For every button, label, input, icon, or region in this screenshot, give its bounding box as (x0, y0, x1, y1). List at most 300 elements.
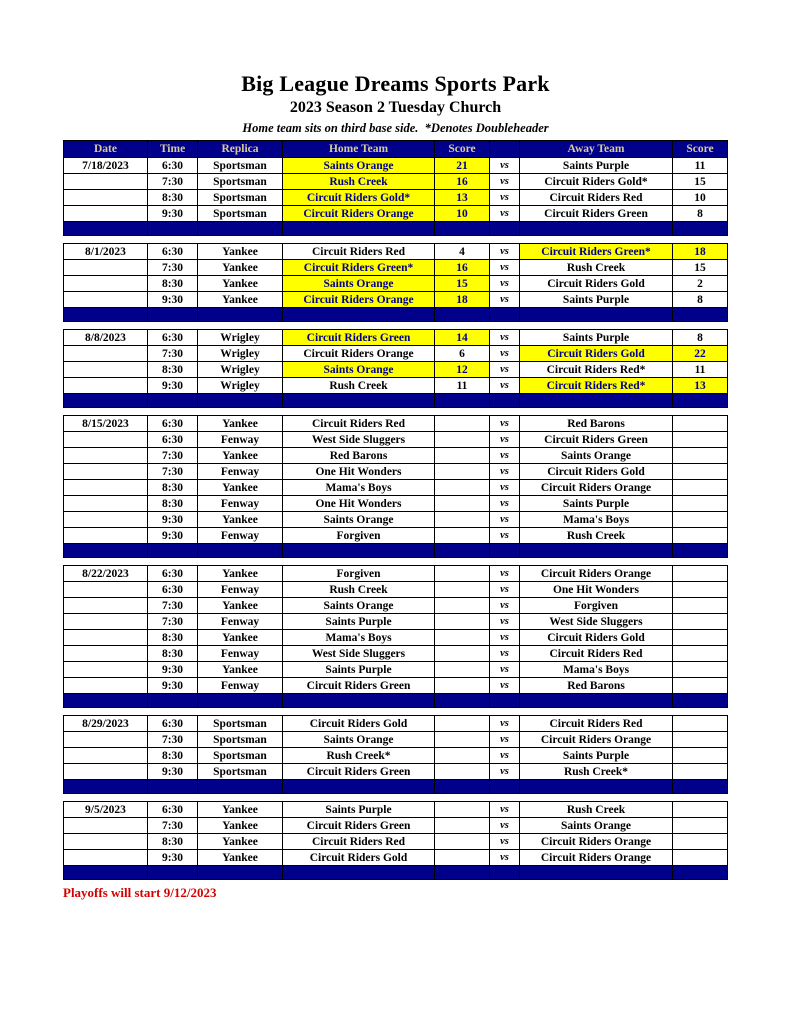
game-row (64, 817, 727, 833)
replica-cell: Sportsman (197, 732, 282, 747)
replica-cell: Fenway (197, 464, 282, 479)
time-cell: 9:30 (147, 528, 197, 543)
separator-cell (147, 308, 197, 321)
away-team-cell: Rush Creek (519, 528, 672, 543)
vs-cell: vs (489, 678, 519, 693)
replica-cell: Yankee (197, 480, 282, 495)
vs-cell: vs (489, 416, 519, 431)
away-score-cell (672, 662, 727, 677)
home-score-cell (434, 802, 489, 817)
replica-cell: Yankee (197, 662, 282, 677)
separator-cell (489, 694, 519, 707)
separator-cell (672, 780, 727, 793)
separator-cell (434, 780, 489, 793)
date-cell: 8/15/2023 (82, 417, 129, 430)
game-row (64, 645, 727, 661)
date-cell (64, 260, 147, 275)
home-score-cell: 16 (434, 260, 489, 275)
home-score-cell (434, 448, 489, 463)
away-score-cell (672, 850, 727, 865)
time-cell: 8:30 (147, 748, 197, 763)
away-team-cell: Circuit Riders Gold (519, 276, 672, 291)
date-block-8-1-2023 (63, 243, 728, 322)
game-row (64, 361, 727, 377)
game-row (64, 431, 727, 447)
home-score-cell (434, 528, 489, 543)
block-gap (63, 794, 728, 801)
separator-cell (672, 394, 727, 407)
separator-cell (519, 694, 672, 707)
time-cell: 9:30 (147, 512, 197, 527)
replica-cell: Yankee (197, 630, 282, 645)
separator-cell (434, 694, 489, 707)
game-row (64, 849, 727, 865)
away-score-cell (672, 448, 727, 463)
away-score-cell (672, 432, 727, 447)
vs-cell: vs (489, 566, 519, 581)
date-cell: 7/18/2023 (82, 159, 129, 172)
away-team-cell: Circuit Riders Orange (519, 480, 672, 495)
away-team-cell: Forgiven (519, 598, 672, 613)
vs-cell: vs (489, 432, 519, 447)
date-cell (64, 190, 147, 205)
time-cell: 8:30 (147, 276, 197, 291)
game-row (64, 157, 727, 173)
vs-cell: vs (489, 732, 519, 747)
separator-row (64, 221, 727, 235)
vs-cell: vs (489, 582, 519, 597)
game-row (64, 597, 727, 613)
away-score-cell (672, 630, 727, 645)
replica-cell: Sportsman (197, 764, 282, 779)
separator-cell (489, 866, 519, 879)
home-team-cell: West Side Sluggers (282, 432, 434, 447)
time-cell: 8:30 (147, 190, 197, 205)
home-team-cell: Red Barons (282, 448, 434, 463)
block-gap (63, 322, 728, 329)
separator-row (64, 779, 727, 793)
vs-cell: vs (489, 158, 519, 173)
away-score-cell (672, 732, 727, 747)
vs-cell: vs (489, 480, 519, 495)
header-replica-cell: Replica (197, 141, 282, 157)
home-score-cell (434, 480, 489, 495)
replica-cell: Sportsman (197, 174, 282, 189)
away-score-cell: 22 (672, 346, 727, 361)
home-team-cell: Saints Purple (282, 802, 434, 817)
home-score-cell: 4 (434, 244, 489, 259)
game-row (64, 205, 727, 221)
time-cell: 6:30 (147, 716, 197, 731)
vs-cell: vs (489, 276, 519, 291)
vs-cell: vs (489, 206, 519, 221)
vs-cell: vs (489, 244, 519, 259)
home-team-cell: West Side Sluggers (282, 646, 434, 661)
time-cell: 6:30 (147, 330, 197, 345)
game-row (64, 345, 727, 361)
away-team-cell: Circuit Riders Orange (519, 850, 672, 865)
home-team-cell: Mama's Boys (282, 630, 434, 645)
home-team-cell: Circuit Riders Gold (282, 716, 434, 731)
separator-cell (434, 394, 489, 407)
replica-cell: Yankee (197, 818, 282, 833)
separator-row (64, 393, 727, 407)
home-score-cell: 16 (434, 174, 489, 189)
separator-cell (64, 780, 147, 793)
home-team-cell: Rush Creek* (282, 748, 434, 763)
away-score-cell (672, 818, 727, 833)
time-cell: 9:30 (147, 850, 197, 865)
date-block-8-15-2023 (63, 415, 728, 558)
header-row (64, 141, 727, 157)
separator-cell (519, 780, 672, 793)
home-score-cell (434, 464, 489, 479)
away-score-cell (672, 802, 727, 817)
separator-cell (672, 222, 727, 235)
replica-cell: Sportsman (197, 748, 282, 763)
home-team-cell: Forgiven (282, 528, 434, 543)
time-cell: 7:30 (147, 448, 197, 463)
time-cell: 6:30 (147, 416, 197, 431)
header-vs-cell (489, 141, 519, 157)
time-cell: 9:30 (147, 764, 197, 779)
home-team-cell: Circuit Riders Red (282, 834, 434, 849)
home-score-cell (434, 566, 489, 581)
separator-cell (282, 780, 434, 793)
replica-cell: Sportsman (197, 716, 282, 731)
game-row (64, 716, 727, 731)
date-block-9-5-2023 (63, 801, 728, 880)
away-score-cell: 8 (672, 292, 727, 307)
date-cell (64, 614, 147, 629)
time-cell: 6:30 (147, 432, 197, 447)
separator-cell (197, 222, 282, 235)
separator-cell (519, 544, 672, 557)
vs-cell: vs (489, 646, 519, 661)
away-score-cell (672, 678, 727, 693)
header-away-team-cell: Away Team (519, 141, 672, 157)
home-score-cell: 6 (434, 346, 489, 361)
game-row (64, 613, 727, 629)
playoffs-note: Playoffs will start 9/12/2023 (63, 885, 217, 900)
away-score-cell (672, 598, 727, 613)
date-cell (64, 598, 147, 613)
separator-cell (147, 780, 197, 793)
replica-cell: Fenway (197, 582, 282, 597)
away-team-cell: One Hit Wonders (519, 582, 672, 597)
home-score-cell (434, 496, 489, 511)
date-cell (64, 378, 147, 393)
replica-cell: Wrigley (197, 362, 282, 377)
replica-cell: Yankee (197, 512, 282, 527)
replica-cell: Yankee (197, 834, 282, 849)
game-row (64, 511, 727, 527)
separator-cell (147, 394, 197, 407)
date-cell (64, 276, 147, 291)
date-block-8-22-2023 (63, 565, 728, 708)
separator-row (64, 543, 727, 557)
home-score-cell (434, 416, 489, 431)
date-cell (64, 512, 147, 527)
replica-cell: Yankee (197, 802, 282, 817)
away-team-cell: Circuit Riders Gold (519, 464, 672, 479)
header-date-cell: Date (64, 141, 147, 157)
away-score-cell: 2 (672, 276, 727, 291)
date-cell: 9/5/2023 (85, 803, 126, 816)
time-cell: 9:30 (147, 662, 197, 677)
home-team-cell: One Hit Wonders (282, 496, 434, 511)
time-cell: 7:30 (147, 732, 197, 747)
time-cell: 6:30 (147, 582, 197, 597)
date-cell (64, 748, 147, 763)
replica-cell: Fenway (197, 678, 282, 693)
separator-cell (282, 222, 434, 235)
away-score-cell: 8 (672, 206, 727, 221)
separator-cell (282, 308, 434, 321)
separator-cell (489, 394, 519, 407)
separator-cell (672, 694, 727, 707)
home-score-cell (434, 662, 489, 677)
away-team-cell: Circuit Riders Gold (519, 630, 672, 645)
time-cell: 7:30 (147, 346, 197, 361)
home-team-cell: Circuit Riders Green (282, 818, 434, 833)
time-cell: 9:30 (147, 678, 197, 693)
replica-cell: Yankee (197, 244, 282, 259)
home-score-cell (434, 834, 489, 849)
time-cell: 6:30 (147, 158, 197, 173)
away-score-cell: 15 (672, 174, 727, 189)
block-gap (63, 408, 728, 415)
home-score-cell (434, 818, 489, 833)
home-score-cell: 11 (434, 378, 489, 393)
vs-cell: vs (489, 464, 519, 479)
separator-cell (64, 394, 147, 407)
away-score-cell (672, 582, 727, 597)
separator-cell (489, 780, 519, 793)
separator-cell (434, 866, 489, 879)
game-row (64, 275, 727, 291)
date-cell: 8/1/2023 (85, 245, 126, 258)
game-row (64, 416, 727, 431)
home-team-cell: Circuit Riders Green (282, 678, 434, 693)
block-gap (63, 236, 728, 243)
separator-cell (282, 866, 434, 879)
vs-cell: vs (489, 496, 519, 511)
time-cell: 7:30 (147, 598, 197, 613)
away-score-cell (672, 496, 727, 511)
separator-cell (197, 694, 282, 707)
away-team-cell: Rush Creek (519, 260, 672, 275)
date-cell (64, 292, 147, 307)
separator-row (64, 865, 727, 879)
home-team-cell: Circuit Riders Red (282, 416, 434, 431)
date-cell (64, 818, 147, 833)
replica-cell: Sportsman (197, 158, 282, 173)
separator-cell (147, 694, 197, 707)
date-cell (64, 732, 147, 747)
time-cell: 7:30 (147, 174, 197, 189)
time-cell: 8:30 (147, 480, 197, 495)
home-score-cell (434, 598, 489, 613)
game-row (64, 747, 727, 763)
replica-cell: Wrigley (197, 330, 282, 345)
away-score-cell (672, 512, 727, 527)
vs-cell: vs (489, 362, 519, 377)
vs-cell: vs (489, 834, 519, 849)
separator-cell (519, 308, 672, 321)
home-score-cell: 18 (434, 292, 489, 307)
replica-cell: Yankee (197, 566, 282, 581)
vs-cell: vs (489, 850, 519, 865)
home-team-cell: Circuit Riders Red (282, 244, 434, 259)
time-cell: 9:30 (147, 292, 197, 307)
vs-cell: vs (489, 614, 519, 629)
replica-cell: Fenway (197, 432, 282, 447)
away-team-cell: Circuit Riders Red* (519, 378, 672, 393)
home-score-cell (434, 850, 489, 865)
game-row (64, 495, 727, 511)
away-team-cell: Saints Purple (519, 748, 672, 763)
separator-cell (197, 780, 282, 793)
away-score-cell (672, 748, 727, 763)
home-team-cell: Saints Orange (282, 732, 434, 747)
home-team-cell: Rush Creek (282, 174, 434, 189)
game-row (64, 377, 727, 393)
away-team-cell: Rush Creek* (519, 764, 672, 779)
away-score-cell (672, 834, 727, 849)
separator-cell (64, 544, 147, 557)
home-score-cell (434, 732, 489, 747)
separator-cell (64, 308, 147, 321)
away-score-cell (672, 566, 727, 581)
home-team-cell: Circuit Riders Green (282, 764, 434, 779)
away-score-cell (672, 646, 727, 661)
away-score-cell (672, 416, 727, 431)
separator-cell (434, 544, 489, 557)
block-gap (63, 708, 728, 715)
time-cell: 9:30 (147, 206, 197, 221)
away-team-cell: West Side Sluggers (519, 614, 672, 629)
game-row (64, 566, 727, 581)
vs-cell: vs (489, 598, 519, 613)
time-cell: 8:30 (147, 834, 197, 849)
vs-cell: vs (489, 716, 519, 731)
home-score-cell: 10 (434, 206, 489, 221)
vs-cell: vs (489, 378, 519, 393)
date-cell (64, 174, 147, 189)
time-cell: 8:30 (147, 630, 197, 645)
vs-cell: vs (489, 630, 519, 645)
time-cell: 6:30 (147, 566, 197, 581)
home-score-cell (434, 614, 489, 629)
home-team-cell: Saints Purple (282, 662, 434, 677)
replica-cell: Yankee (197, 292, 282, 307)
game-row (64, 833, 727, 849)
away-score-cell (672, 764, 727, 779)
time-cell: 7:30 (147, 464, 197, 479)
game-row (64, 291, 727, 307)
time-cell: 7:30 (147, 818, 197, 833)
replica-cell: Fenway (197, 646, 282, 661)
replica-cell: Yankee (197, 448, 282, 463)
time-cell: 8:30 (147, 646, 197, 661)
date-cell (64, 480, 147, 495)
replica-cell: Fenway (197, 614, 282, 629)
separator-cell (519, 222, 672, 235)
home-score-cell (434, 646, 489, 661)
away-score-cell (672, 716, 727, 731)
game-row (64, 581, 727, 597)
away-team-cell: Saints Orange (519, 818, 672, 833)
game-row (64, 173, 727, 189)
away-score-cell: 18 (672, 244, 727, 259)
vs-cell: vs (489, 802, 519, 817)
away-team-cell: Red Barons (519, 416, 672, 431)
separator-cell (672, 544, 727, 557)
replica-cell: Yankee (197, 276, 282, 291)
home-team-cell: Rush Creek (282, 378, 434, 393)
away-team-cell: Circuit Riders Orange (519, 732, 672, 747)
home-score-cell (434, 716, 489, 731)
vs-cell: vs (489, 818, 519, 833)
replica-cell: Sportsman (197, 206, 282, 221)
separator-cell (64, 694, 147, 707)
away-score-cell (672, 480, 727, 495)
home-score-cell: 12 (434, 362, 489, 377)
home-team-cell: Mama's Boys (282, 480, 434, 495)
time-cell: 9:30 (147, 378, 197, 393)
game-row (64, 731, 727, 747)
vs-cell: vs (489, 346, 519, 361)
game-row (64, 661, 727, 677)
separator-cell (197, 544, 282, 557)
away-score-cell: 8 (672, 330, 727, 345)
separator-cell (197, 866, 282, 879)
home-team-cell: Circuit Riders Green* (282, 260, 434, 275)
away-score-cell: 11 (672, 158, 727, 173)
header-home-score-cell: Score (434, 141, 489, 157)
separator-cell (282, 394, 434, 407)
home-team-note: Home team sits on third base side. *Denotes Doubleheader (242, 121, 549, 135)
time-cell: 7:30 (147, 260, 197, 275)
date-cell (64, 362, 147, 377)
home-score-cell (434, 432, 489, 447)
vs-cell: vs (489, 748, 519, 763)
game-row (64, 677, 727, 693)
header-home-team-cell: Home Team (282, 141, 434, 157)
home-score-cell (434, 748, 489, 763)
away-score-cell: 13 (672, 378, 727, 393)
home-team-cell: Circuit Riders Orange (282, 346, 434, 361)
vs-cell: vs (489, 292, 519, 307)
date-cell (64, 662, 147, 677)
date-block-8-29-2023 (63, 715, 728, 794)
game-row (64, 479, 727, 495)
away-team-cell: Circuit Riders Green (519, 432, 672, 447)
date-cell (64, 496, 147, 511)
separator-cell (434, 222, 489, 235)
away-score-cell: 11 (672, 362, 727, 377)
away-team-cell: Circuit Riders Red (519, 716, 672, 731)
game-row (64, 763, 727, 779)
vs-cell: vs (489, 528, 519, 543)
game-row (64, 629, 727, 645)
separator-cell (147, 544, 197, 557)
replica-cell: Wrigley (197, 378, 282, 393)
game-row (64, 259, 727, 275)
vs-cell: vs (489, 662, 519, 677)
separator-cell (519, 394, 672, 407)
